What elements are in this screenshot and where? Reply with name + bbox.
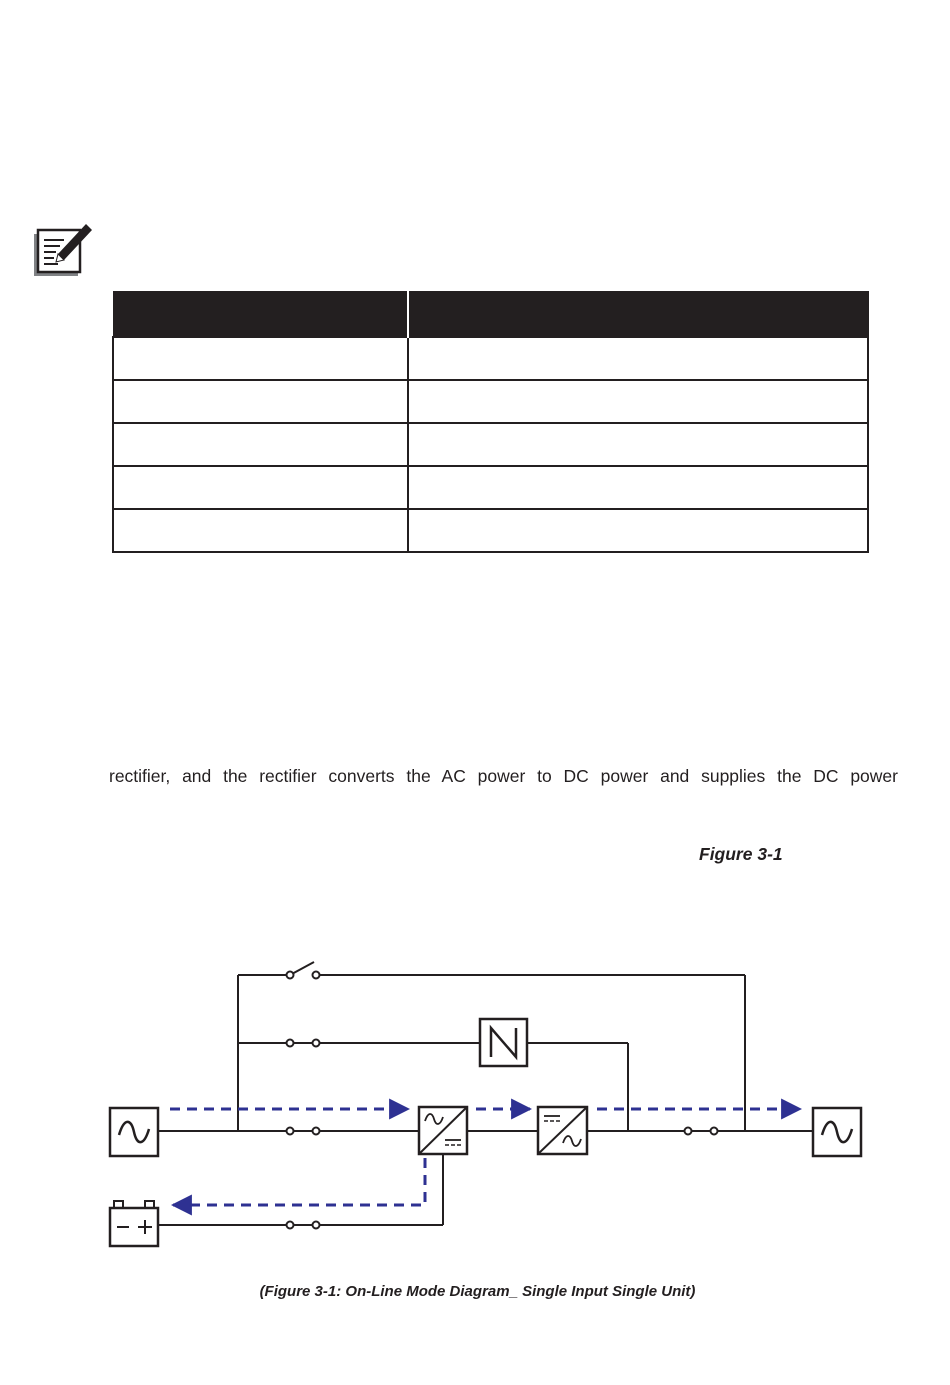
input-breaker-icon [287,1128,320,1135]
table-row [113,337,868,380]
power-flow-arrows [170,1109,800,1205]
figure-caption: (Figure 3-1: On-Line Mode Diagram_ Single Input Single Unit) [259,1283,696,1300]
ac-load-icon [813,1108,861,1156]
table-cell [408,380,869,423]
table-cell [113,423,408,466]
output-breaker-icon [685,1128,718,1135]
rectifier-icon [419,1107,467,1154]
table-cell [408,423,869,466]
table-cell [408,466,869,509]
inverter-icon [538,1107,587,1154]
table-header-row [113,292,868,338]
table-row [113,509,868,552]
table-cell [113,466,408,509]
note-pencil-icon [30,222,94,280]
table-cell [113,509,408,552]
bypass-breaker-icon [287,1040,320,1047]
battery-breaker-icon [287,1222,320,1229]
table-cell [408,337,869,380]
table-header-cell [408,292,869,338]
spec-table [112,291,869,553]
battery-icon [110,1201,158,1246]
body-paragraph-line: rectifier, and the rectifier converts the AC power to DC power and supplies the DC power [109,766,898,786]
table-cell [408,509,869,552]
static-switch-icon [480,1019,527,1066]
table-row [113,423,868,466]
table-header-cell [113,292,408,338]
ac-source-icon [110,1108,158,1156]
table-row [113,380,868,423]
online-mode-diagram [0,940,950,1270]
table-cell [113,337,408,380]
table-cell [113,380,408,423]
table-row [113,466,868,509]
figure-reference: Figure 3-1 [699,844,783,864]
maintenance-bypass-switch-icon [287,962,320,979]
